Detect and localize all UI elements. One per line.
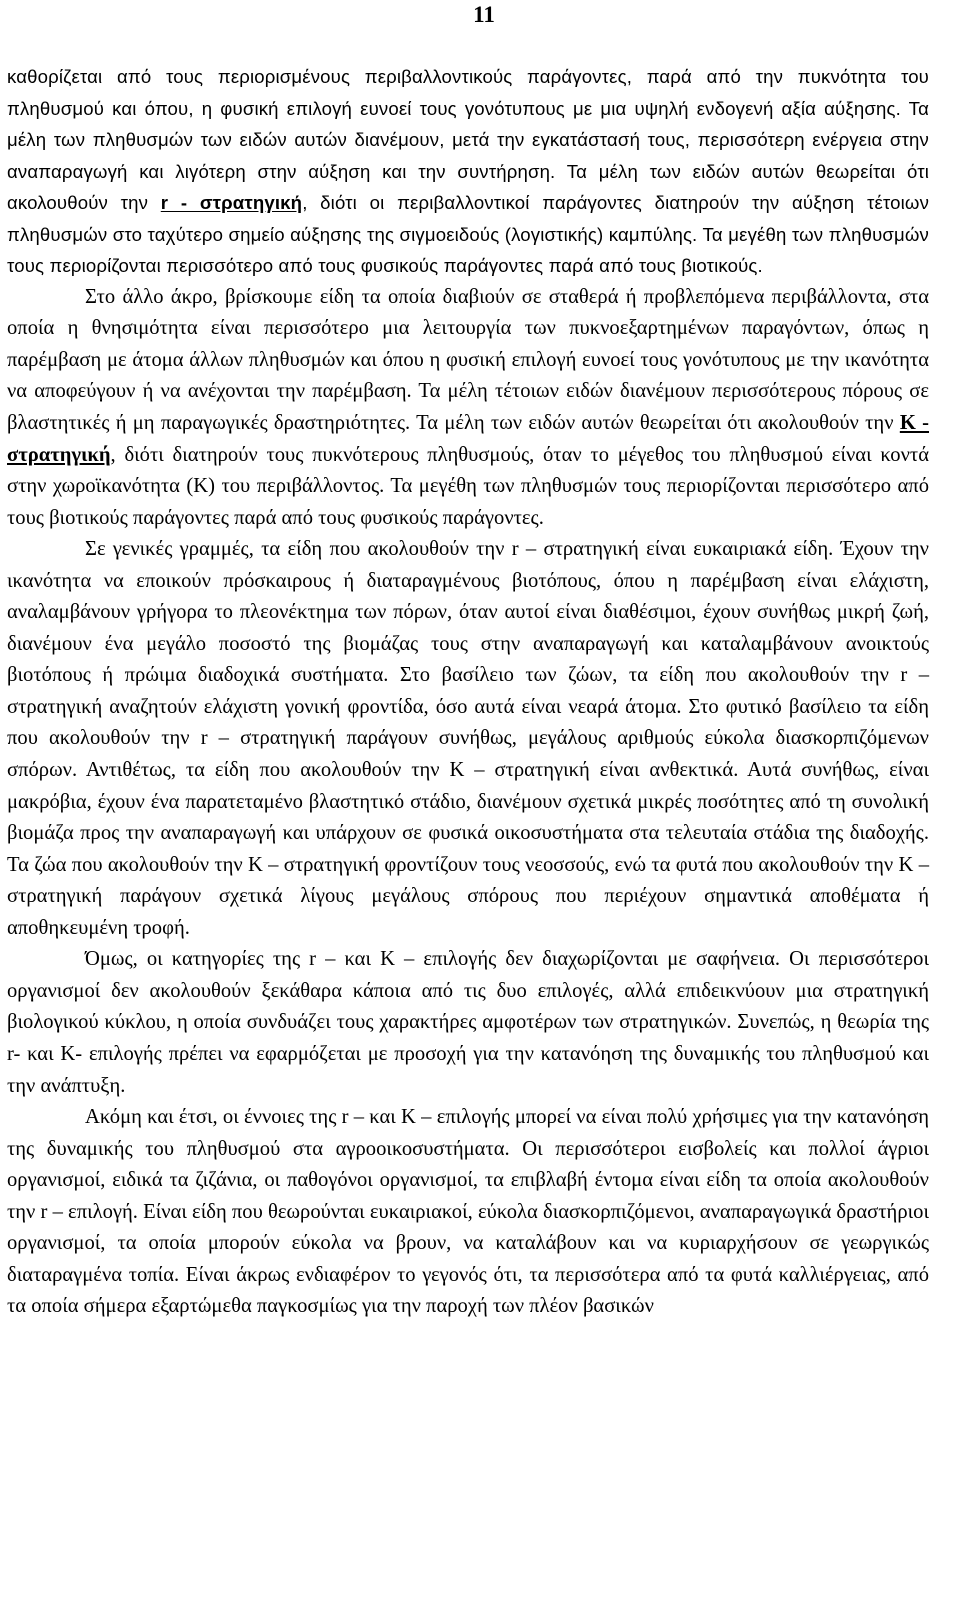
page-number: 11 — [473, 2, 495, 27]
paragraph-text: Στο άλλο άκρο, βρίσκουμε είδη τα οποία διαβιούν σε σταθερά ή προβλεπόμενα περιβάλλοντα, στα οποία η θνησιμότητα είναι περισσότερο μια λειτουργία των πυκνοεξαρτημένων παραγόντων, όπως η παρέμβαση με άτομα άλλων πληθυσμών και όπου η φυσική επιλογή ευνοεί τους γονότυπους με την ικανότητα να αποφεύγουν ή να ανέχονται την παρέμβαση. Τα μέλη τέτοιων ειδών διανέμουν περισσότερους πόρους σε βλαστητικές ή μη παραγωγικές δραστηριότητες. Τα μέλη των ειδών αυτών θεωρείται ότι ακολουθούν την — [7, 285, 929, 435]
paragraph-text: καθορίζεται από τους περιορισμένους περιβαλλοντικούς παράγοντες, παρά από την πυκνότητα του πληθυσμού και όπου, η φυσική επιλογή ευνοεί τους γονότυπους με μια υψηλή ενδογενή αξία αύξησης. Τα μέλη των πληθυσμών των ειδών αυτών διανέμουν, μετά την εγκατάστασή τους, περισσότερη ενέργεια στην αναπαραγωγή και λιγότερη στην αύξηση και την συντήρηση. Τα μέλη των ειδών αυτών θεωρείται ότι ακολουθούν την — [7, 66, 929, 214]
paragraph-r-strategy — [7, 61, 929, 282]
paragraph-agroecosystems: Ακόμη και έτσι, οι έννοιες της r – και Κ – επιλογής μπορεί να είναι πολύ χρήσιμες για την κατανόηση της δυναμικής του πληθυσμού στα αγροοικοσυστήματα. Οι περισσότεροι εισβολείς και πολλοί άγριοι οργανισμοί, ειδικά τα ζιζάνια, οι παθογόνοι οργανισμοί, τα επιβλαβή έντομα είναι είδη τα οποία ακολουθούν την r – επιλογή. Είναι είδη που θεωρούνται ευκαιριακοί, εύκολα διασκορπιζόμενοι, αναπαραγωγικά δραστήριοι οργανισμοί, τα οποία μπορούν εύκολα να βρουν, να καταλάβουν και να κυριαρχήσουν σε γεωργικώς διαταραγμένα τοπία. Είναι άκρως ενδιαφέρον το γεγονός ότι, τα περισσότερα από τα φυτά καλλιέργειας, από τα οποία σήμερα εξαρτώμεθα παγκοσμίως για την παροχή των πλέον βασικών — [7, 1106, 929, 1318]
document-body — [7, 61, 929, 1323]
paragraph-general-comparison: Σε γενικές γραμμές, τα είδη που ακολουθούν την r – στρατηγική είναι ευκαιριακά είδη. Έχουν την ικανότητα να εποικούν πρόσκαιρους ή διαταραγμένους βιοτόπους, όπου η παρέμβαση είναι ελάχιστη, αναλαμβάνουν γρήγορα το πλεονέκτημα των πόρων, όταν αυτοί είναι διαθέσιμοι, έχουν συνήθως μικρή ζωή, διανέμουν ένα μεγάλο ποσοστό της βιομάζας τους στην αναπαραγωγή και καταλαμβάνουν ανοικτούς βιοτόπους ή πρώιμα διαδοχικά συστήματα. Στο βασίλειο των ζώων, τα είδη που ακολουθούν την r – στρατηγική αναζητούν ελάχιστη γονική φροντίδα, όσο αυτά είναι νεαρά άτομα. Στο φυτικό βασίλειο τα είδη που ακολουθούν την r – στρατηγική παράγουν συνήθως, μεγάλους αριθμούς εύκολα διασκορπιζόμενων σπόρων. Αντιθέτως, τα είδη που ακολουθούν την Κ – στρατηγική είναι ανθεκτικά. Αυτά συνήθως, είναι μακρόβια, έχουν ένα παρατεταμένο βλαστητικό στάδιο, διανέμουν σχετικά μικρές ποσότητες από τη συνολική βιομάζα προς την αναπαραγωγή και υπάρχουν σε φυσικά οικοσυστήματα στα τελευταία στάδια της διαδοχής. Τα ζώα που ακολουθούν την Κ – στρατηγική φροντίζουν τους νεοσσούς, ενώ τα φυτά που ακολουθούν την Κ – στρατηγική παράγουν σχετικά λίγους μεγάλους σπόρους που περιέχουν σημαντικά αποθέματα ή αποθηκευμένη τροφή. — [7, 538, 929, 939]
paragraph-categories-overlap: Όμως, οι κατηγορίες της r – και Κ – επιλογής δεν διαχωρίζονται με σαφήνεια. Οι περισσότεροι οργανισμοί δεν ακολουθούν ξεκάθαρα κάποια από τις δυο επιλογές, αλλά επιδεικνύουν μια στρατηγική βιολογικού κύκλου, η οποία συνδυάζει τους χαρακτήρες αμφοτέρων των στρατηγικών. Συνεπώς, η θεωρία της r- και Κ- επιλογής πρέπει να εφαρμόζεται με προσοχή για την κατανόηση της δυναμικής του πληθυσμού και την ανάπτυξη. — [7, 948, 929, 1097]
term-k-strategy: Κ - στρατηγική — [7, 412, 929, 466]
paragraph-text: , διότι διατηρούν τους πυκνότερους πληθυσμούς, όταν το μέγεθος του πληθυσμού είναι κοντά στην χωροϊκανότητα (Κ) του περιβάλλοντος. Τα μεγέθη των πληθυσμών τους περιορίζονται περισσότερο από τους βιοτικούς παράγοντες παρά από τους φυσικούς παράγοντες. — [7, 443, 929, 529]
term-r-strategy: r - στρατηγική — [160, 192, 303, 214]
paragraph-text: , διότι οι περιβαλλοντικοί παράγοντες διατηρούν την αύξηση τέτοιων πληθυσμών στο ταχύτερο σημείο αύξησης της σιγμοειδούς (λογιστικής) καμπύλης. Τα μεγέθη των πληθυσμών τους περιορίζονται περισσότερο από τους φυσικούς παράγοντες παρά από τους βιοτικούς. — [7, 192, 930, 277]
paragraph-k-strategy — [7, 282, 929, 534]
